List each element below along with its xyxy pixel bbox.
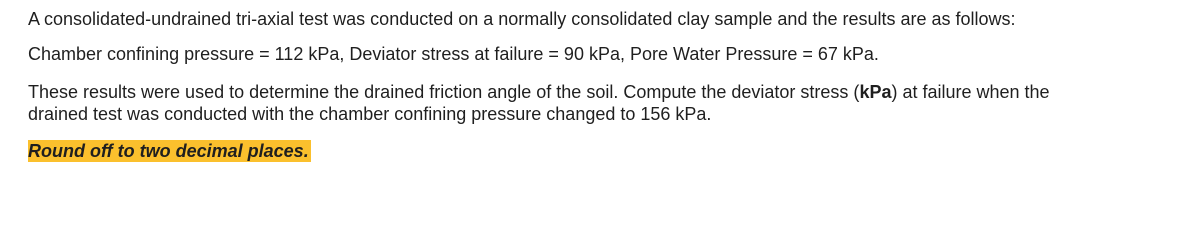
problem-statement	[28, 8, 1193, 162]
test-results-line: Chamber confining pressure = 112 kPa, Deviator stress at failure = 90 kPa, Pore Water Pressure = 67 kPa.	[28, 44, 879, 64]
question-text-part-1: These results were used to determine the drained friction angle of the soil. Compute the deviator stress (	[28, 82, 860, 102]
question-text-part-2: ) at failure when the	[891, 82, 1050, 102]
rounding-instruction-highlight: Round off to two decimal places.	[28, 141, 309, 161]
question-line-2: drained test was conducted with the chamber confining pressure changed to 156 kPa.	[28, 104, 712, 124]
question-line-1	[28, 81, 1193, 103]
unit-bold-kpa: kPa	[859, 82, 892, 102]
question-paragraph	[28, 81, 1193, 125]
intro-sentence: A consolidated-undrained tri-axial test was conducted on a normally consolidated clay sample and the results are as follows:	[28, 9, 1016, 29]
rounding-instruction-line	[28, 140, 1193, 162]
